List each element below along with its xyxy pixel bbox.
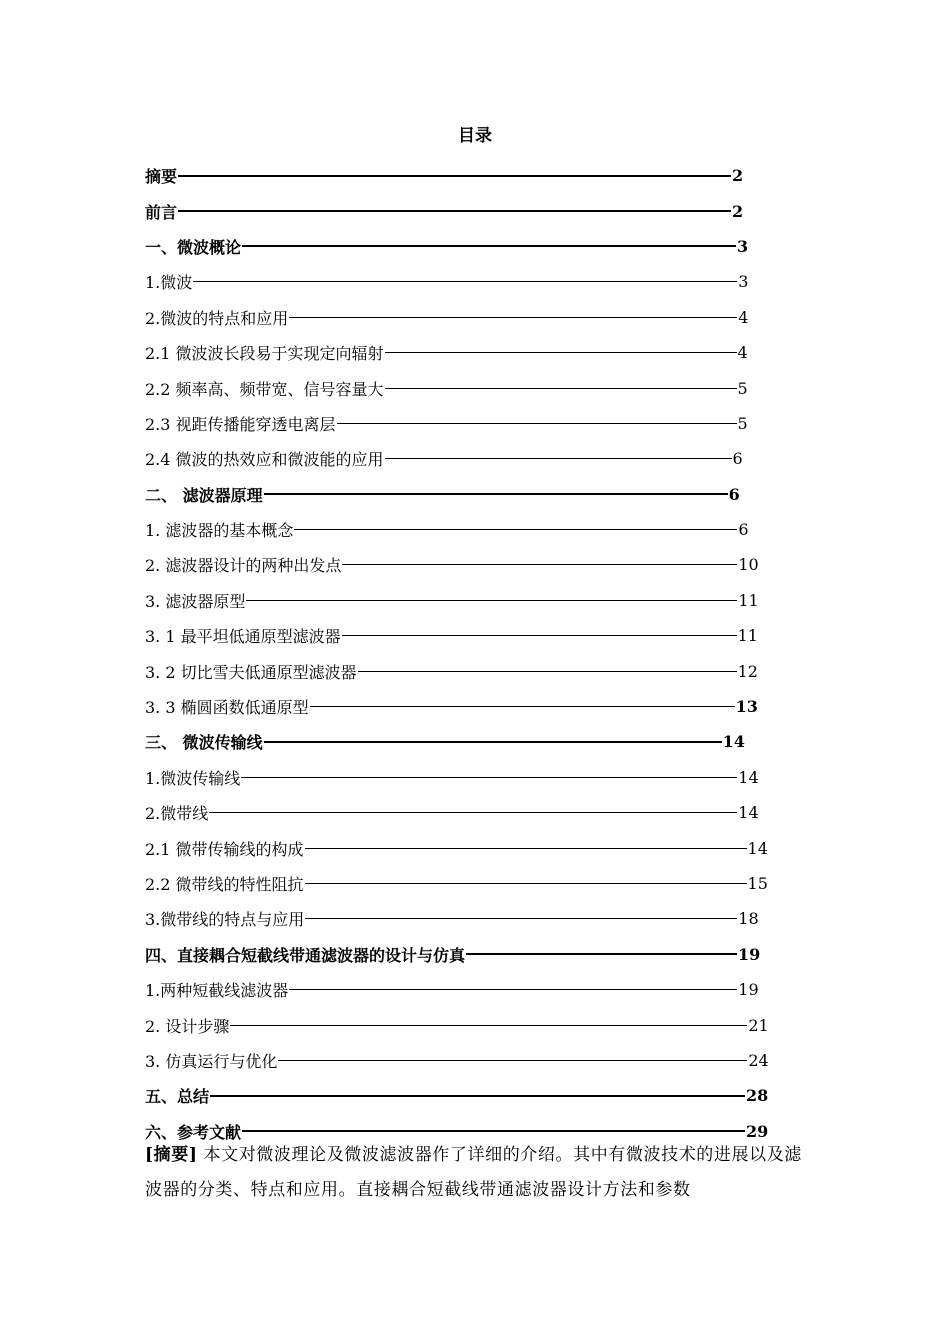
toc-leader-line	[337, 423, 737, 424]
toc-entry-page: 4	[737, 343, 748, 363]
toc-entry-label: 2. 滤波器设计的两种出发点	[145, 556, 342, 576]
toc-leader-line	[242, 1130, 745, 1132]
toc-entry[interactable]	[145, 512, 785, 547]
toc-leader-line	[385, 352, 737, 353]
toc-entry-label: 3. 3 椭圆函数低通原型	[145, 698, 309, 718]
toc-entry-page: 24	[748, 1050, 769, 1070]
toc-leader-line	[342, 635, 737, 636]
toc-entry[interactable]	[145, 1007, 785, 1042]
toc-entry-label: 五、总结	[145, 1087, 210, 1107]
toc-leader-line	[246, 600, 737, 601]
toc-leader-line	[385, 458, 732, 459]
toc-entry-label: 2.3 视距传播能穿透电离层	[145, 414, 336, 434]
toc-entry[interactable]	[145, 866, 785, 901]
toc-entry-page: 28	[746, 1086, 769, 1106]
toc-entry-page: 19	[738, 944, 761, 964]
toc-entry[interactable]	[145, 193, 785, 228]
toc-leader-line	[342, 564, 737, 565]
toc-entry-label: 摘要	[145, 167, 178, 187]
toc-leader-line	[178, 175, 731, 177]
toc-entry-label: 六、参考文献	[145, 1122, 242, 1142]
table-of-contents	[145, 158, 785, 1149]
toc-entry-page: 6	[728, 484, 740, 504]
toc-entry-label: 2.微带线	[145, 804, 209, 824]
toc-entry-page: 5	[737, 413, 748, 433]
toc-leader-line	[210, 1095, 745, 1097]
toc-entry[interactable]	[145, 1043, 785, 1078]
toc-leader-line	[230, 1025, 747, 1026]
toc-entry[interactable]	[145, 335, 785, 370]
toc-entry[interactable]	[145, 441, 785, 476]
toc-leader-line	[264, 741, 722, 743]
toc-entry-label: 1.两种短截线滤波器	[145, 981, 289, 1001]
abstract-paragraph	[145, 1138, 810, 1208]
toc-entry-page: 11	[738, 590, 759, 610]
toc-entry-label: 2.2 微带线的特性阻抗	[145, 875, 304, 894]
toc-entry-page: 18	[738, 909, 759, 929]
toc-entry-label: 一、微波概论	[145, 237, 242, 257]
toc-leader-line	[310, 706, 735, 707]
toc-entry-page: 4	[738, 307, 749, 327]
toc-leader-line	[358, 671, 737, 672]
toc-entry-label: 1.微波传输线	[145, 768, 241, 788]
toc-entry[interactable]	[145, 370, 785, 405]
toc-entry-page: 3	[737, 236, 749, 256]
toc-leader-line	[466, 953, 737, 955]
toc-entry-label: 1. 滤波器的基本概念	[145, 521, 294, 541]
toc-leader-line	[241, 777, 737, 778]
toc-entry[interactable]	[145, 689, 785, 724]
toc-entry[interactable]	[145, 158, 785, 193]
toc-entry-label: 3. 1 最平坦低通原型滤波器	[145, 627, 341, 647]
toc-entry-label: 3. 滤波器原型	[145, 591, 246, 611]
toc-entry-label: 三、 微波传输线	[145, 733, 263, 753]
toc-entry-page: 10	[738, 555, 759, 575]
toc-leader-line	[178, 210, 731, 212]
toc-entry-label: 2.2 频率高、频带宽、信号容量大	[145, 379, 384, 399]
toc-entry-label: 3.微带线的特点与应用	[145, 910, 305, 930]
toc-entry[interactable]	[145, 653, 785, 688]
abstract-text: 本文对微波理论及微波滤波器作了详细的介绍。其中有微波技术的进展以及滤波器的分类、特点和应用。直接耦合短截线带通滤波器设计方法和参数	[145, 1145, 802, 1200]
toc-leader-line	[289, 989, 737, 990]
toc-entry-label: 3. 2 切比雪夫低通原型滤波器	[145, 662, 357, 682]
toc-entry[interactable]	[145, 760, 785, 795]
toc-entry-label: 二、 滤波器原理	[145, 485, 263, 505]
toc-entry-label: 3. 仿真运行与优化	[145, 1051, 278, 1071]
toc-leader-line	[385, 388, 737, 389]
toc-entry[interactable]	[145, 229, 785, 264]
toc-entry[interactable]	[145, 724, 785, 759]
toc-entry-label: 四、直接耦合短截线带通滤波器的设计与仿真	[145, 945, 466, 965]
toc-entry[interactable]	[145, 830, 785, 865]
toc-entry-label: 2.4 微波的热效应和微波能的应用	[145, 450, 384, 470]
toc-entry[interactable]	[145, 1078, 785, 1113]
toc-title: 目录	[458, 126, 492, 146]
toc-entry[interactable]	[145, 901, 785, 936]
toc-entry[interactable]	[145, 972, 785, 1007]
toc-leader-line	[305, 883, 747, 884]
toc-leader-line	[242, 245, 736, 247]
toc-entry[interactable]	[145, 937, 785, 972]
abstract-tag: [摘要]	[145, 1145, 198, 1165]
toc-entry-page: 11	[737, 626, 758, 646]
toc-leader-line	[305, 848, 747, 849]
toc-entry-page: 2	[732, 166, 744, 186]
toc-entry-page: 15	[747, 874, 768, 893]
toc-entry-page: 19	[738, 980, 759, 1000]
toc-leader-line	[193, 281, 737, 282]
toc-entry-label: 前言	[145, 202, 178, 222]
toc-leader-line	[289, 317, 737, 318]
toc-entry-page: 21	[748, 1015, 769, 1035]
toc-entry-page: 12	[737, 661, 758, 681]
toc-leader-line	[278, 1060, 747, 1061]
toc-entry[interactable]	[145, 406, 785, 441]
toc-entry-page: 14	[722, 732, 745, 752]
toc-entry-page: 14	[738, 767, 759, 787]
toc-leader-line	[294, 529, 737, 530]
toc-entry[interactable]	[145, 477, 785, 512]
toc-entry-page: 14	[747, 838, 768, 858]
toc-entry[interactable]	[145, 583, 785, 618]
toc-entry[interactable]	[145, 795, 785, 830]
toc-leader-line	[264, 493, 728, 495]
toc-entry-label: 2.1 微带传输线的构成	[145, 839, 304, 859]
toc-entry-page: 3	[738, 272, 749, 292]
toc-entry[interactable]	[145, 618, 785, 653]
toc-entry-page: 6	[732, 449, 743, 469]
toc-entry-label: 2. 设计步骤	[145, 1016, 230, 1036]
toc-entry[interactable]	[145, 264, 785, 299]
toc-leader-line	[305, 918, 737, 919]
toc-leader-line	[209, 812, 737, 813]
toc-entry-page: 29	[746, 1121, 769, 1141]
toc-entry-page: 6	[738, 520, 749, 540]
toc-entry-label: 2.1 微波波长段易于实现定向辐射	[145, 344, 384, 364]
toc-entry-page: 2	[732, 201, 744, 221]
toc-entry-page: 14	[738, 803, 759, 823]
toc-entry-label: 1.微波	[145, 273, 193, 293]
toc-entry-page: 5	[737, 378, 748, 398]
toc-entry[interactable]	[145, 547, 785, 582]
toc-entry-page: 13	[735, 697, 758, 717]
toc-entry-label: 2.微波的特点和应用	[145, 308, 289, 328]
toc-entry[interactable]	[145, 300, 785, 335]
